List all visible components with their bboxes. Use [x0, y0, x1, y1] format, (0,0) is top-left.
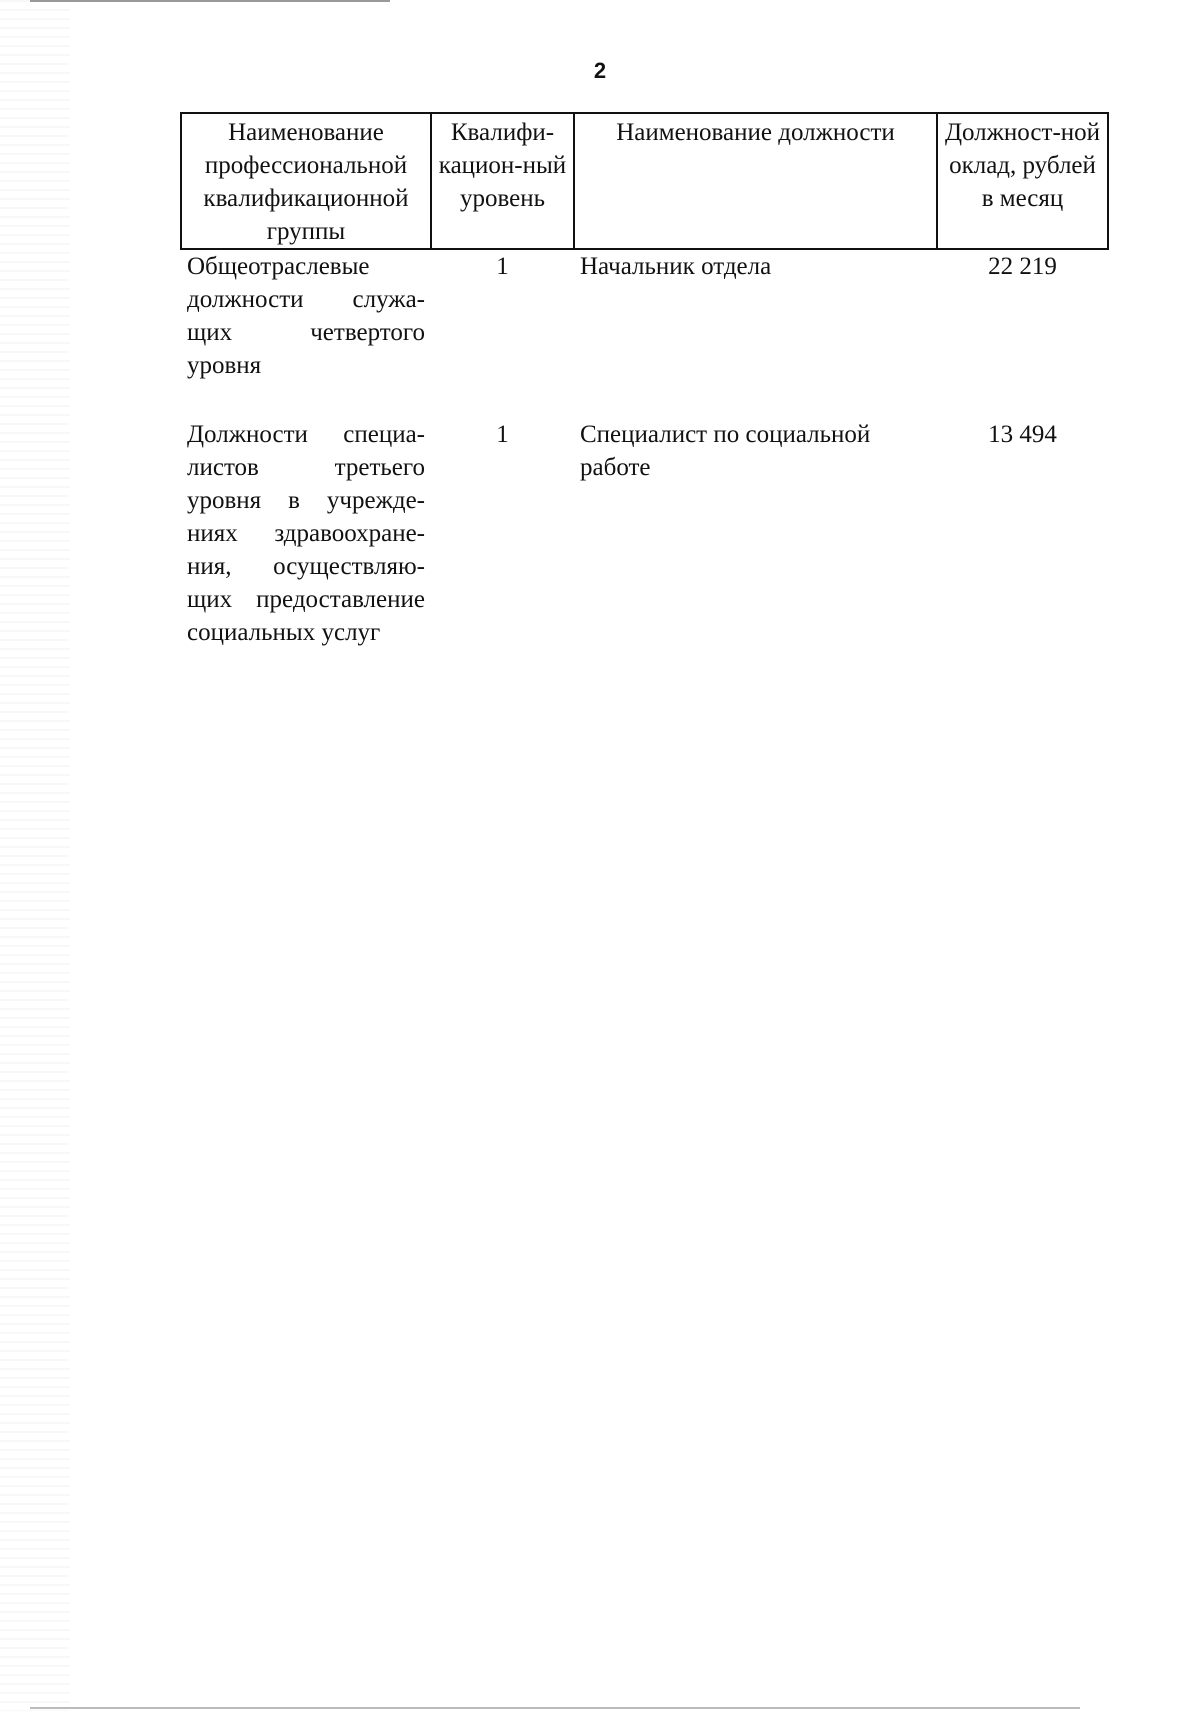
cell-group-name: Должности специа-листов третьего уровня в учрежде-ниях здравоохране-ния, осуществляю-щих предоставление социальных услуг	[187, 421, 425, 646]
bottom-scan-rule	[30, 1707, 1080, 1709]
cell-position-name: Специалист по социальной работе	[580, 421, 871, 481]
salary-table	[180, 112, 1109, 649]
header-salary: Должност-ной оклад, рублей в месяц	[937, 113, 1108, 249]
cell-group-name: Общеотраслевые должности служа-щих четвертого уровня	[187, 253, 425, 379]
header-position-name: Наименование должности	[574, 113, 937, 249]
table-row	[181, 382, 1108, 649]
top-scan-rule	[30, 0, 390, 2]
header-qualification-level: Квалифи-кацион-ный уровень	[431, 113, 574, 249]
page-number: 2	[593, 58, 607, 83]
cell-salary: 13 494	[988, 421, 1057, 448]
scan-edge-noise	[0, 0, 70, 1711]
cell-position-name: Начальник отдела	[580, 253, 772, 280]
header-group-name: Наименование профессиональной квалификационной группы	[181, 113, 431, 249]
cell-salary: 22 219	[988, 253, 1057, 280]
cell-qualification-level: 1	[496, 253, 509, 280]
table-row	[181, 249, 1108, 382]
cell-qualification-level: 1	[496, 421, 509, 448]
table-header-row	[181, 113, 1108, 249]
